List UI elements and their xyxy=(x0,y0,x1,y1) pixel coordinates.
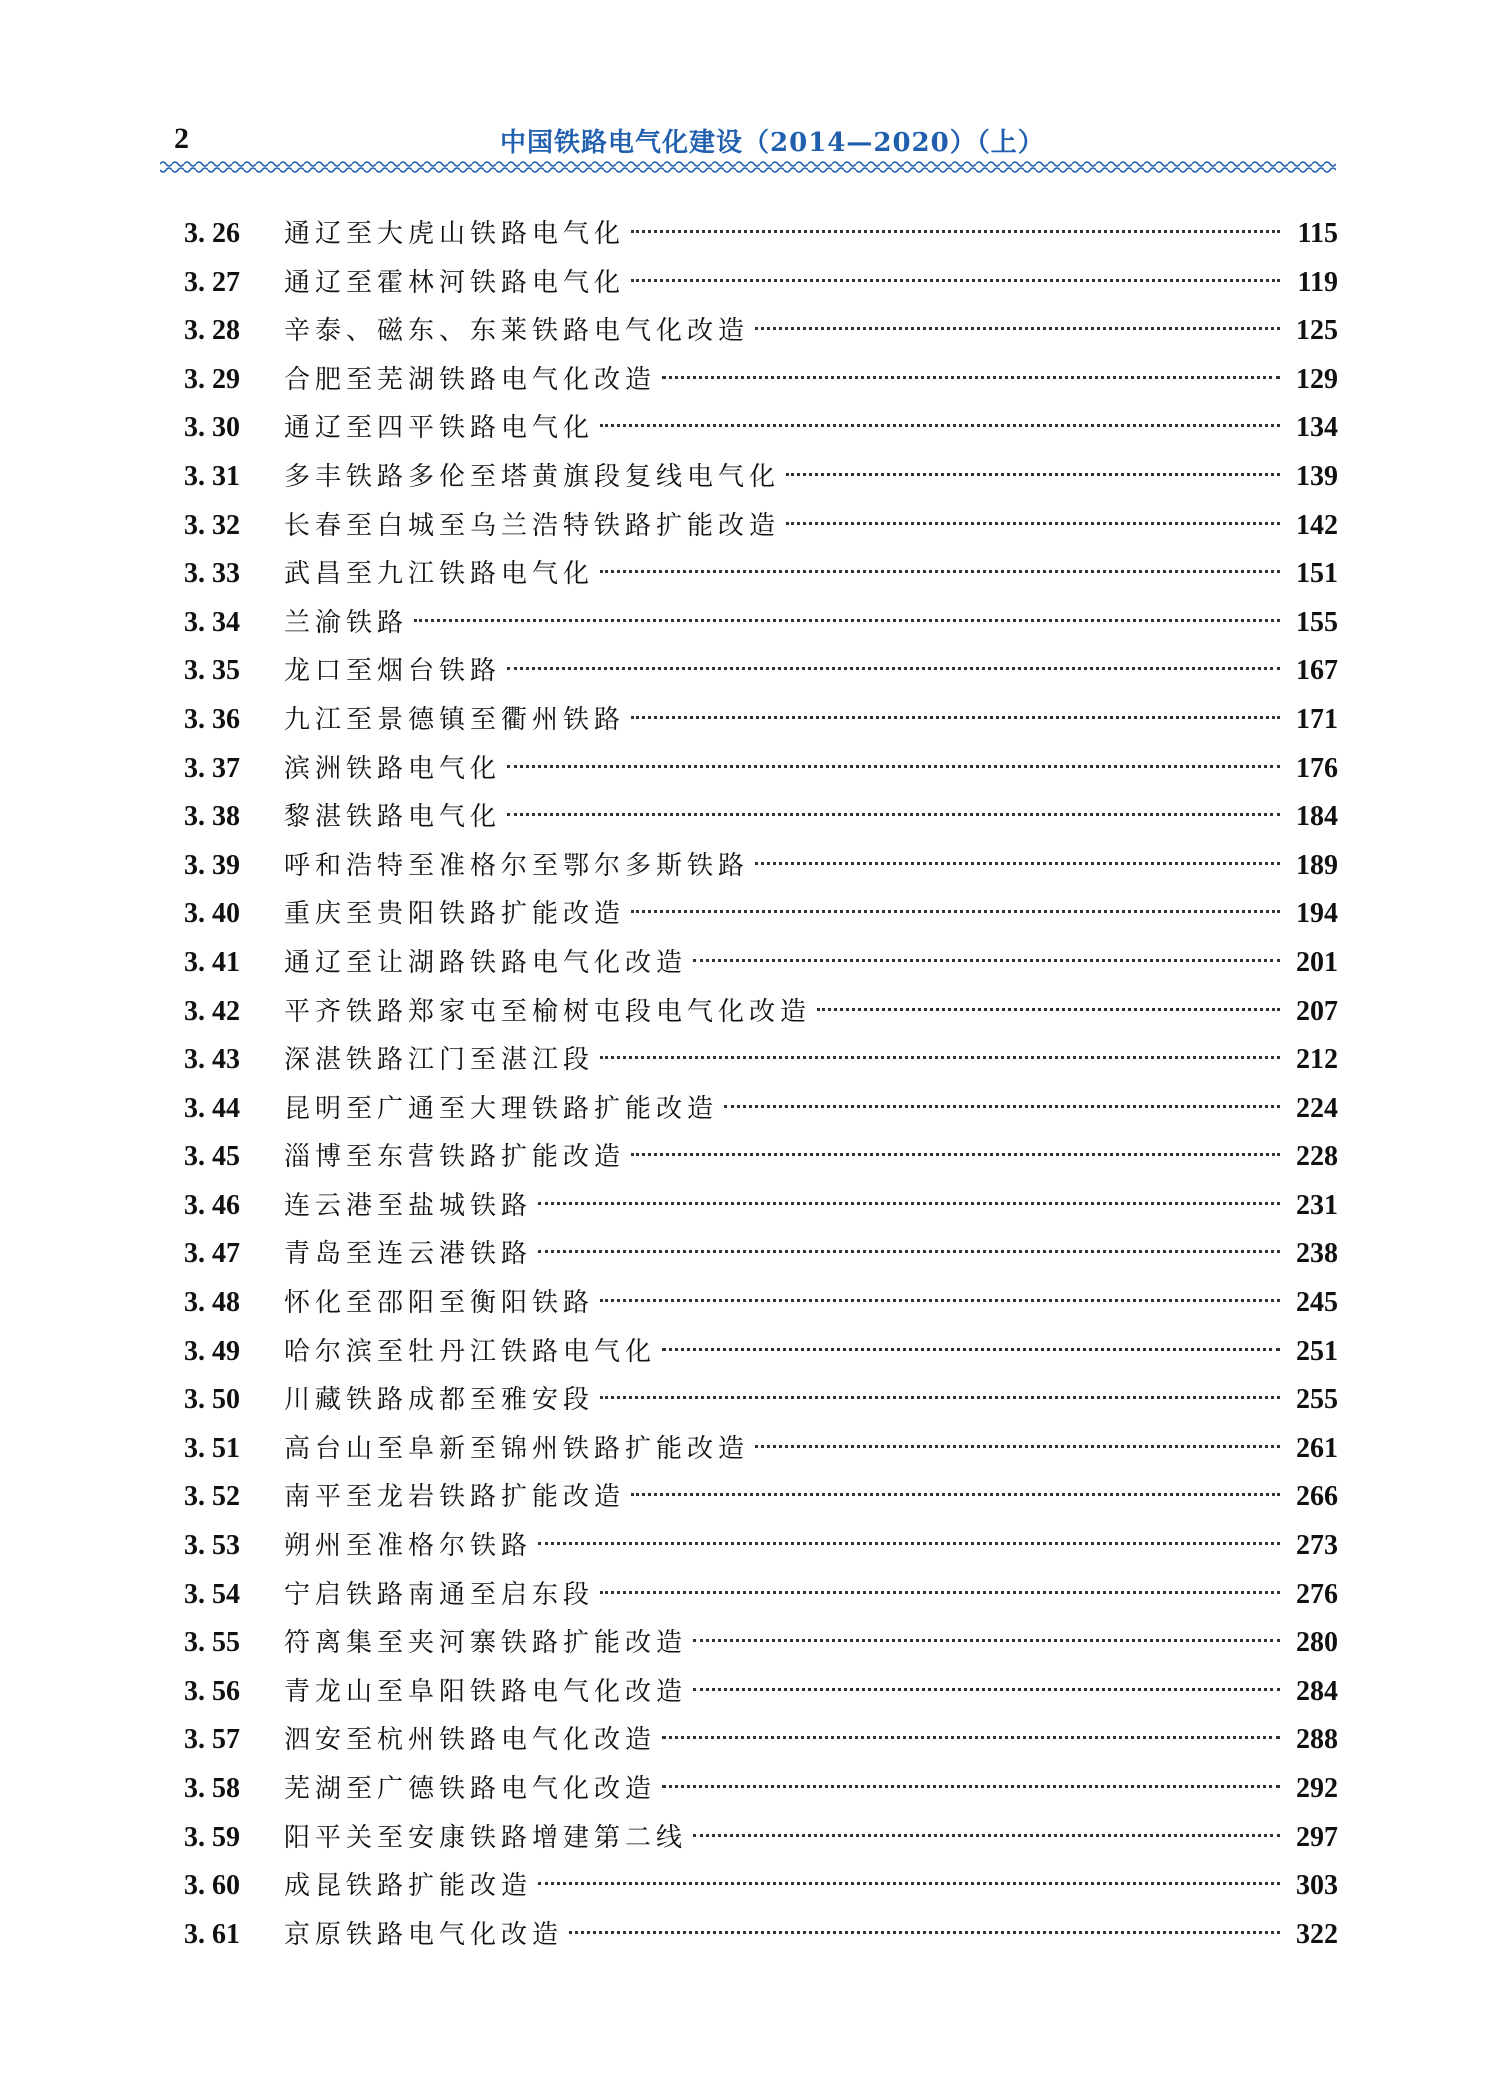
toc-entry-page: 155 xyxy=(1296,606,1338,638)
toc-entry-page: 284 xyxy=(1296,1675,1338,1707)
toc-dot-leader xyxy=(538,1882,1280,1885)
toc-dot-leader xyxy=(600,1591,1280,1594)
toc-entry xyxy=(184,1814,1338,1863)
toc-entry-page: 194 xyxy=(1296,898,1338,930)
toc-entry-title: 青岛至连云港铁路 xyxy=(284,1239,533,1270)
toc-entry-title: 通辽至大虎山铁路电气化 xyxy=(284,219,626,249)
toc-entry-title: 长春至白城至乌兰浩特铁路扩能改造 xyxy=(284,510,781,541)
toc-entry-page: 297 xyxy=(1296,1821,1338,1853)
toc-entry-title: 九江至景德镇至衢州铁路 xyxy=(284,704,626,735)
toc-entry-number: 3. 46 xyxy=(184,1189,240,1221)
toc-entry-page: 167 xyxy=(1296,655,1338,687)
toc-entry-number: 3. 27 xyxy=(184,266,240,298)
toc-entry-number: 3. 37 xyxy=(184,752,240,784)
toc-entry-title: 武昌至九江铁路电气化 xyxy=(284,559,595,590)
toc-entry xyxy=(184,404,1338,453)
toc-entry xyxy=(184,890,1338,939)
toc-entry-title: 呼和浩特至准格尔至鄂尔多斯铁路 xyxy=(284,850,750,881)
toc-entry-page: 322 xyxy=(1296,1918,1338,1950)
toc-entry-number: 3. 38 xyxy=(184,801,240,833)
toc-dot-leader xyxy=(631,279,1280,282)
toc-entry-title: 通辽至四平铁路电气化 xyxy=(284,413,595,444)
toc-entry-number: 3. 30 xyxy=(184,412,240,444)
toc-dot-leader xyxy=(693,1639,1280,1642)
toc-dot-leader xyxy=(662,1348,1280,1351)
toc-entry-number: 3. 44 xyxy=(184,1092,240,1124)
toc-entry-title: 芜湖至广德铁路电气化改造 xyxy=(284,1774,657,1804)
toc-entry-title: 平齐铁路郑家屯至榆树屯段电气化改造 xyxy=(284,996,812,1027)
toc-entry xyxy=(184,1765,1338,1814)
toc-entry-page: 142 xyxy=(1296,509,1338,541)
toc-entry-page: 228 xyxy=(1296,1141,1338,1173)
toc-entry xyxy=(184,988,1338,1037)
toc-entry-number: 3. 29 xyxy=(184,363,240,395)
toc-entry-title: 怀化至邵阳至衡阳铁路 xyxy=(284,1288,595,1319)
toc-entry-title: 高台山至阜新至锦州铁路扩能改造 xyxy=(284,1433,750,1464)
toc-entry xyxy=(184,307,1338,356)
toc-entry xyxy=(184,1036,1338,1085)
running-title: 中国铁路电气化建设（2014—2020）（上） xyxy=(500,128,1045,158)
toc-entry-title: 重庆至贵阳铁路扩能改造 xyxy=(284,899,626,930)
toc-entry-number: 3. 36 xyxy=(184,703,240,735)
toc-entry-number: 3. 31 xyxy=(184,460,240,492)
toc-entry-title: 多丰铁路多伦至塔黄旗段复线电气化 xyxy=(284,461,781,492)
page-header xyxy=(160,118,1336,164)
toc-dot-leader xyxy=(693,959,1280,962)
toc-entry-number: 3. 26 xyxy=(184,218,240,249)
toc-entry-title: 昆明至广通至大理铁路扩能改造 xyxy=(284,1093,719,1124)
toc-entry xyxy=(184,502,1338,551)
toc-entry-title: 龙口至烟台铁路 xyxy=(284,656,502,687)
toc-dot-leader xyxy=(507,667,1280,670)
toc-entry xyxy=(184,1133,1338,1182)
toc-entry-title: 哈尔滨至牡丹江铁路电气化 xyxy=(284,1336,657,1367)
toc-entry-page: 125 xyxy=(1296,315,1338,347)
toc-dot-leader xyxy=(507,765,1280,768)
toc-entry xyxy=(184,696,1338,745)
toc-entry xyxy=(184,1571,1338,1620)
toc-entry-number: 3. 39 xyxy=(184,849,240,881)
toc-entry-number: 3. 60 xyxy=(184,1870,240,1902)
toc-entry xyxy=(184,1182,1338,1231)
toc-entry-number: 3. 54 xyxy=(184,1578,240,1610)
toc-entry-title: 滨洲铁路电气化 xyxy=(284,753,502,784)
toc-entry-number: 3. 47 xyxy=(184,1238,240,1270)
toc-entry xyxy=(184,1522,1338,1571)
toc-entry-number: 3. 50 xyxy=(184,1384,240,1416)
toc-entry xyxy=(184,1716,1338,1765)
toc-entry-number: 3. 53 xyxy=(184,1530,240,1562)
toc-entry-title: 朔州至准格尔铁路 xyxy=(284,1531,533,1562)
toc-entry-title: 通辽至让湖路铁路电气化改造 xyxy=(284,947,688,978)
toc-entry xyxy=(184,1619,1338,1668)
toc-dot-leader xyxy=(724,1105,1280,1108)
toc-entry-title: 深湛铁路江门至湛江段 xyxy=(284,1045,595,1076)
toc-entry-title: 宁启铁路南通至启东段 xyxy=(284,1579,595,1610)
toc-entry-page: 171 xyxy=(1296,703,1338,735)
toc-entry xyxy=(184,1230,1338,1279)
header-rule xyxy=(160,160,1336,174)
toc-dot-leader xyxy=(755,862,1280,865)
toc-entry-number: 3. 41 xyxy=(184,946,240,978)
toc-entry-page: 292 xyxy=(1296,1773,1338,1804)
toc-entry-number: 3. 28 xyxy=(184,315,240,347)
toc-entry-page: 224 xyxy=(1296,1092,1338,1124)
toc-dot-leader xyxy=(507,813,1280,816)
toc-entry-number: 3. 56 xyxy=(184,1675,240,1707)
toc-dot-leader xyxy=(600,1056,1280,1059)
toc-entry xyxy=(184,1668,1338,1717)
toc-entry xyxy=(184,1085,1338,1134)
toc-entry-title: 通辽至霍林河铁路电气化 xyxy=(284,267,626,298)
toc-entry-title: 川藏铁路成都至雅安段 xyxy=(284,1385,595,1416)
toc-dot-leader xyxy=(631,1153,1280,1156)
toc-entry-title: 辛泰、磁东、东莱铁路电气化改造 xyxy=(284,316,750,347)
toc-entry-title: 阳平关至安康铁路增建第二线 xyxy=(284,1822,688,1853)
toc-dot-leader xyxy=(414,619,1280,622)
toc-entry xyxy=(184,939,1338,988)
toc-dot-leader xyxy=(538,1202,1280,1205)
toc-entry-page: 119 xyxy=(1297,266,1338,298)
toc-entry-number: 3. 48 xyxy=(184,1287,240,1319)
toc-entry xyxy=(184,1425,1338,1474)
toc-entry xyxy=(184,745,1338,794)
toc-dot-leader xyxy=(755,327,1280,330)
toc-entry-number: 3. 42 xyxy=(184,995,240,1027)
toc-dot-leader xyxy=(631,716,1280,719)
toc-dot-leader xyxy=(538,1250,1280,1253)
toc-entry-title: 青龙山至阜阳铁路电气化改造 xyxy=(284,1676,688,1707)
toc-entry-number: 3. 43 xyxy=(184,1044,240,1076)
toc-entry-title: 成昆铁路扩能改造 xyxy=(284,1871,533,1902)
toc-entry xyxy=(184,259,1338,308)
toc-entry-page: 134 xyxy=(1296,412,1338,444)
toc-dot-leader xyxy=(631,1493,1280,1496)
toc-entry-page: 139 xyxy=(1296,460,1338,492)
toc-entry-page: 212 xyxy=(1296,1044,1338,1076)
toc-entry-title: 符离集至夹河寨铁路扩能改造 xyxy=(284,1628,688,1659)
toc-entry xyxy=(184,1376,1338,1425)
toc-dot-leader xyxy=(538,1542,1280,1545)
toc-entry xyxy=(184,647,1338,696)
toc-entry-page: 151 xyxy=(1296,558,1338,590)
toc-entry-number: 3. 55 xyxy=(184,1627,240,1659)
page-number: 2 xyxy=(174,122,189,155)
toc-entry-page: 280 xyxy=(1296,1627,1338,1659)
toc-entry-number: 3. 45 xyxy=(184,1141,240,1173)
toc-entry-page: 266 xyxy=(1296,1481,1338,1513)
toc-entry-page: 176 xyxy=(1296,752,1338,784)
table-of-contents xyxy=(184,210,1338,1959)
toc-dot-leader xyxy=(817,1008,1280,1011)
toc-entry-title: 合肥至芜湖铁路电气化改造 xyxy=(284,364,657,395)
toc-entry-page: 207 xyxy=(1296,995,1338,1027)
toc-entry-number: 3. 61 xyxy=(184,1918,240,1950)
toc-dot-leader xyxy=(600,424,1280,427)
toc-entry xyxy=(184,1279,1338,1328)
toc-entry-title: 连云港至盐城铁路 xyxy=(284,1190,533,1221)
toc-entry xyxy=(184,210,1338,259)
toc-entry xyxy=(184,1862,1338,1911)
toc-entry-number: 3. 59 xyxy=(184,1821,240,1853)
toc-dot-leader xyxy=(600,1396,1280,1399)
toc-dot-leader xyxy=(631,230,1280,233)
toc-entry-page: 288 xyxy=(1296,1724,1338,1756)
toc-entry-page: 273 xyxy=(1296,1530,1338,1562)
toc-entry xyxy=(184,1911,1338,1960)
toc-entry-number: 3. 33 xyxy=(184,558,240,590)
toc-dot-leader xyxy=(786,473,1280,476)
toc-dot-leader xyxy=(693,1834,1280,1837)
toc-dot-leader xyxy=(662,1785,1280,1788)
toc-entry-number: 3. 49 xyxy=(184,1335,240,1367)
toc-entry-number: 3. 51 xyxy=(184,1432,240,1464)
toc-entry-title: 泗安至杭州铁路电气化改造 xyxy=(284,1725,657,1756)
toc-entry xyxy=(184,842,1338,891)
toc-entry-page: 303 xyxy=(1296,1870,1338,1902)
toc-entry xyxy=(184,1328,1338,1377)
toc-entry-page: 129 xyxy=(1296,363,1338,395)
toc-entry-title: 兰渝铁路 xyxy=(284,607,409,638)
toc-entry-title: 南平至龙岩铁路扩能改造 xyxy=(284,1482,626,1513)
toc-entry-page: 255 xyxy=(1296,1384,1338,1416)
toc-dot-leader xyxy=(600,1299,1280,1302)
toc-entry xyxy=(184,453,1338,502)
toc-entry-number: 3. 32 xyxy=(184,509,240,541)
toc-dot-leader xyxy=(755,1445,1280,1448)
toc-entry-number: 3. 52 xyxy=(184,1481,240,1513)
toc-entry-page: 238 xyxy=(1296,1238,1338,1270)
toc-entry xyxy=(184,550,1338,599)
toc-entry-page: 184 xyxy=(1296,801,1338,833)
toc-entry-page: 276 xyxy=(1296,1578,1338,1610)
toc-entry xyxy=(184,1473,1338,1522)
toc-entry-number: 3. 57 xyxy=(184,1724,240,1756)
toc-entry-number: 3. 58 xyxy=(184,1773,240,1804)
toc-entry-title: 京原铁路电气化改造 xyxy=(284,1919,564,1950)
toc-dot-leader xyxy=(662,376,1280,379)
toc-entry xyxy=(184,793,1338,842)
toc-dot-leader xyxy=(662,1736,1280,1739)
toc-entry-page: 261 xyxy=(1296,1432,1338,1464)
toc-entry-title: 淄博至东营铁路扩能改造 xyxy=(284,1142,626,1173)
toc-dot-leader xyxy=(786,522,1280,525)
toc-entry-page: 245 xyxy=(1296,1287,1338,1319)
toc-entry xyxy=(184,599,1338,648)
toc-entry-page: 115 xyxy=(1297,218,1338,249)
toc-dot-leader xyxy=(600,570,1280,573)
toc-dot-leader xyxy=(569,1931,1280,1934)
toc-entry-page: 231 xyxy=(1296,1189,1338,1221)
toc-entry xyxy=(184,356,1338,405)
toc-entry-page: 201 xyxy=(1296,946,1338,978)
toc-entry-page: 189 xyxy=(1296,849,1338,881)
toc-entry-page: 251 xyxy=(1296,1335,1338,1367)
toc-entry-title: 黎湛铁路电气化 xyxy=(284,802,502,833)
toc-dot-leader xyxy=(693,1688,1280,1691)
toc-entry-number: 3. 35 xyxy=(184,655,240,687)
toc-entry-number: 3. 34 xyxy=(184,606,240,638)
toc-entry-number: 3. 40 xyxy=(184,898,240,930)
toc-dot-leader xyxy=(631,910,1280,913)
